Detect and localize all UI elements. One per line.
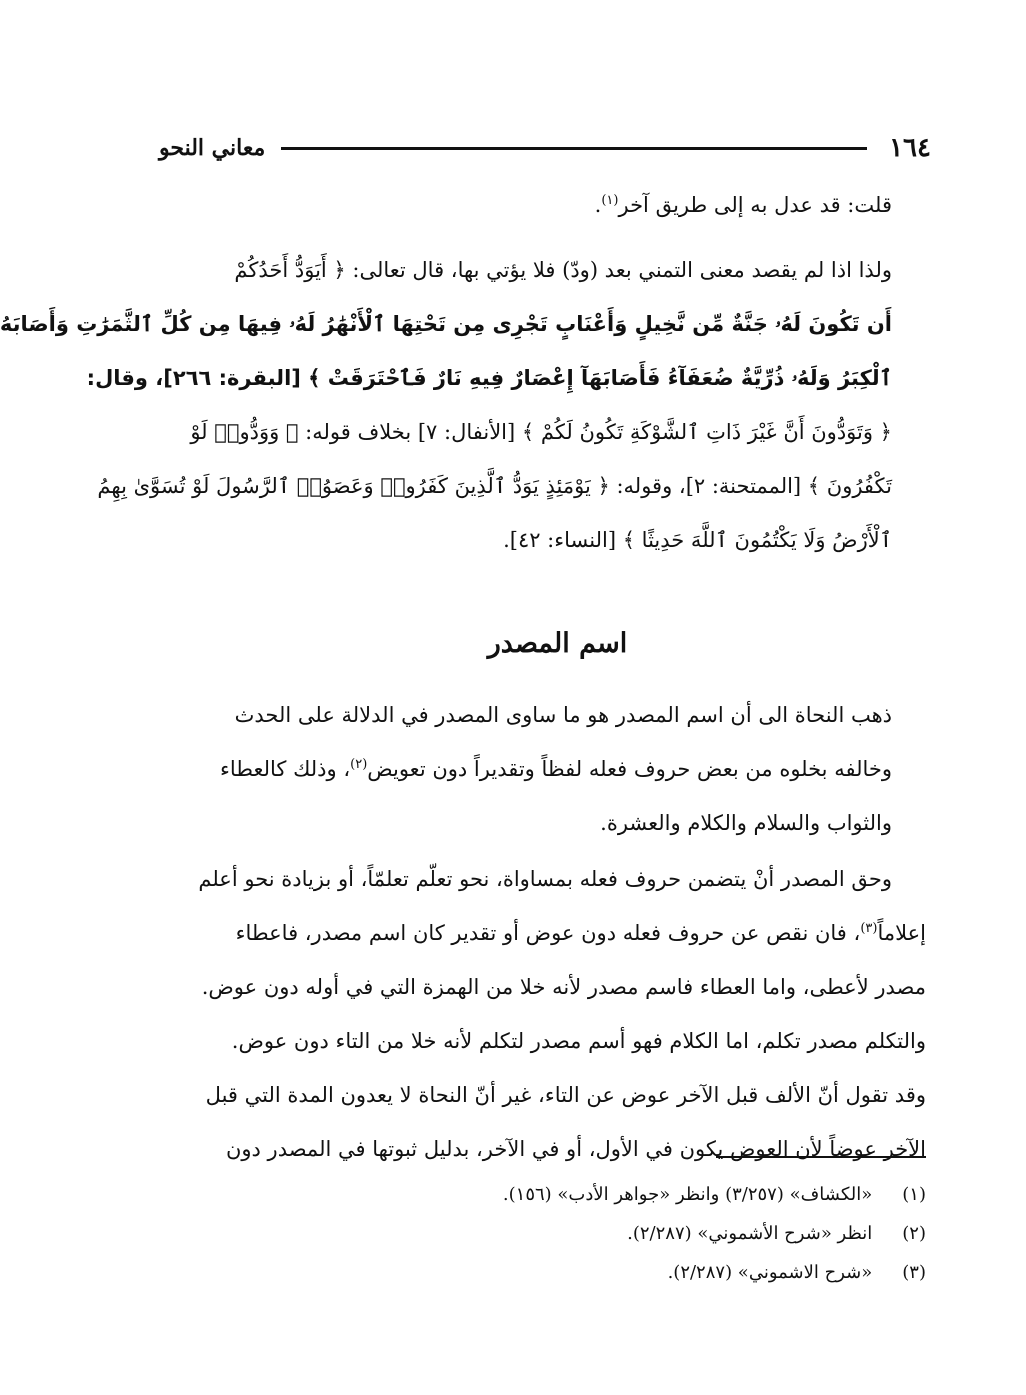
running-header	[159, 128, 931, 168]
text-line: ولذا اذا لم يقصد معنى التمني بعد (ودّ) فلا يؤتي بها، قال تعالى: ﴿ أَيَوَدُّ أَحَدُكُمْ	[234, 258, 892, 282]
paragraph-1	[164, 178, 926, 232]
header-rule	[281, 147, 867, 150]
footnote-ref: (٣)	[860, 921, 878, 936]
footnote-text: «شرح الاشموني» (٢/٢٨٧).	[667, 1262, 873, 1283]
footnote-ref: (١)	[601, 193, 619, 208]
footnote-ref: (٢)	[350, 757, 368, 772]
text-line: مصدر لأعطى، واما العطاء فاسم مصدر لأنه خلا من الهمزة التي في أوله دون عوض.	[201, 975, 926, 999]
footnote-separator	[716, 1156, 926, 1158]
footnote-2	[627, 1222, 926, 1246]
page-number: ١٦٤	[889, 133, 931, 163]
paragraph-4	[164, 852, 926, 1176]
footnote-number: (٢)	[902, 1223, 926, 1244]
text-line: ٱلْأَرْضُ وَلَا يَكْتُمُونَ ٱللَّهَ حَدِيثًا ﴾ [النساء: ٤٢].	[503, 528, 892, 552]
footnote-number: (٣)	[902, 1262, 926, 1283]
text-line: وقد تقول أنّ الألف قبل الآخر عوض عن التاء، غير أنّ النحاة لا يعدون المدة التي قبل	[205, 1083, 926, 1107]
paragraph-2	[0, 243, 926, 567]
section-heading: اسم المصدر	[487, 628, 628, 659]
text-line: إعلاماً$^{(٣)}$، فان نقص عن حروف فعله دون عوض أو تقدير كان اسم مصدر، فاعطاء	[235, 921, 926, 945]
text-line: والثواب والسلام والكلام والعشرة.	[600, 811, 892, 835]
footnote-number: (١)	[902, 1184, 926, 1205]
text-line: تَكْفُرُونَ ﴾ [الممتحنة: ٢]، وقوله: ﴿ يَوْمَئِذٍ يَوَدُّ ٱلَّذِينَ كَفَرُوا۟ وَعَصَوُا۟ ٱلرَّسُولَ لَوْ تُسَوَّىٰ بِهِمُ	[97, 474, 892, 498]
text-line: ﴿ وَتَوَدُّونَ أَنَّ غَيْرَ ذَاتِ ٱلشَّوْكَةِ تَكُونُ لَكُمْ ﴾ [الأنفال: ٧] بخلاف قوله: ﴿ وَوَدُّوا۟ لَوْ	[190, 420, 892, 444]
text-line: قلت: قد عدل به إلى طريق آخر$^{(١)}$.	[594, 193, 892, 217]
paragraph-3	[164, 688, 926, 850]
book-title: معاني النحو	[159, 135, 266, 161]
text-line: ذهب النحاة الى أن اسم المصدر هو ما ساوى المصدر في الدلالة على الحدث	[234, 703, 892, 727]
quran-verse-line: أَن تَكُونَ لَهُۥ جَنَّةٌ مِّن نَّخِيلٍ وَأَعْنَابٍ تَجْرِى مِن تَحْتِهَا ٱلْأَنْهَٰرُ لَهُۥ فِيهَا مِن كُلِّ ٱلثَّمَرَٰتِ وَأَصَابَهُ	[0, 312, 892, 336]
text-line: والتكلم مصدر تكلم، اما الكلام فهو أسم مصدر لتكلم لأنه خلا من التاء دون عوض.	[231, 1029, 926, 1053]
footnote-text: انظر «شرح الأشموني» (٢/٢٨٧).	[627, 1223, 873, 1244]
quran-verse-line: ٱلْكِبَرُ وَلَهُۥ ذُرِّيَّةٌ ضُعَفَآءُ فَأَصَابَهَآ إِعْصَارٌ فِيهِ نَارٌ فَٱحْتَرَقَتْ ﴾ [البقرة: ٢٦٦]، وقال:	[86, 366, 892, 390]
footnote-3	[668, 1261, 926, 1285]
footnote-1	[503, 1183, 926, 1207]
text-line: وخالفه بخلوه من بعض حروف فعله لفظاً وتقديراً دون تعويض$^{(٢)}$، وذلك كالعطاء	[219, 757, 892, 781]
text-line: الآخر عوضاً لأن العوض يكون في الأول، أو في الآخر، بدليل ثبوتها في المصدر دون	[225, 1137, 926, 1161]
footnote-text: «الكشاف» (٣/٢٥٧) وانظر «جواهر الأدب» (١٥٦).	[502, 1184, 873, 1205]
text-line: وحق المصدر أنْ يتضمن حروف فعله بمساواة، نحو تعلّم تعلمّاً، أو بزيادة نحو أعلم	[198, 867, 892, 891]
